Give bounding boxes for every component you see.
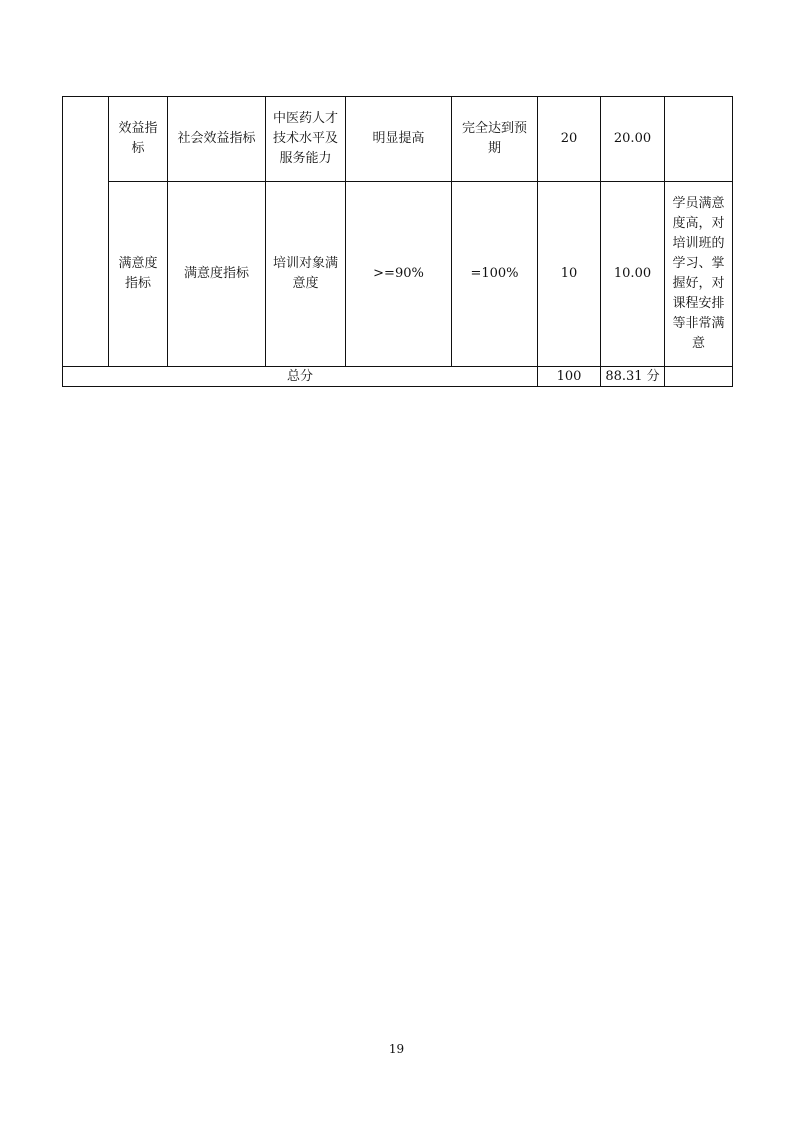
target-value-cell: >=90% — [346, 182, 452, 367]
total-label-cell: 总分 — [63, 367, 538, 387]
score-cell: 10.00 — [601, 182, 665, 367]
note-cell — [665, 97, 733, 182]
performance-table — [62, 96, 733, 387]
level2-indicator-cell: 满意度指标 — [168, 182, 266, 367]
table-row — [63, 182, 733, 367]
actual-value-cell: =100% — [452, 182, 538, 367]
merged-category-cell — [63, 97, 109, 367]
level3-indicator-cell: 培训对象满意度 — [266, 182, 346, 367]
page-number: 19 — [388, 1042, 405, 1056]
weight-cell: 10 — [538, 182, 601, 367]
total-weight-cell: 100 — [538, 367, 601, 387]
table-row — [63, 97, 733, 182]
total-score-cell: 88.31 分 — [601, 367, 665, 387]
level2-indicator-cell: 社会效益指标 — [168, 97, 266, 182]
target-value-cell: 明显提高 — [346, 97, 452, 182]
level1-indicator-cell: 满意度指标 — [109, 182, 168, 367]
score-cell: 20.00 — [601, 97, 665, 182]
actual-value-cell: 完全达到预期 — [452, 97, 538, 182]
note-cell: 学员满意度高，对培训班的学习、掌握好，对课程安排等非常满意 — [665, 182, 733, 367]
total-note-cell — [665, 367, 733, 387]
weight-cell: 20 — [538, 97, 601, 182]
total-row — [63, 367, 733, 387]
level1-indicator-cell: 效益指标 — [109, 97, 168, 182]
level3-indicator-cell: 中医药人才技术水平及服务能力 — [266, 97, 346, 182]
